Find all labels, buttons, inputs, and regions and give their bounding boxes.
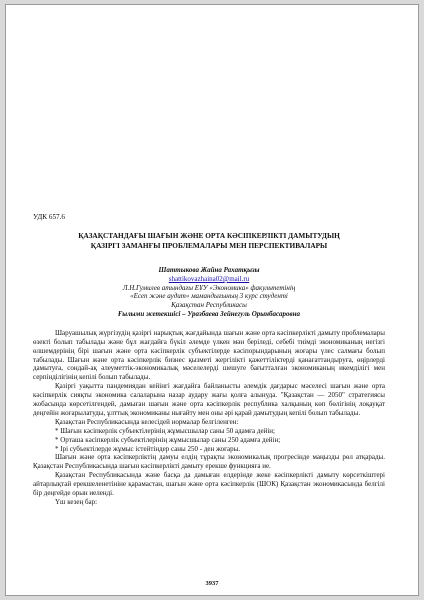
author-block bbox=[33, 266, 385, 319]
list-item: * Ірі субъектілерде жұмыс істейтіндер саны 250 - ден жоғары. bbox=[55, 444, 241, 453]
author-country: Қазақстан Республикасы bbox=[171, 301, 247, 310]
paragraph-2: Қазіргі уақытта пандемиядан кейінгі жағдайға байланысты әлемдік дағдарыс мәселесі шағын және орта кәсіпкерлік сияқты экономика салаларына назар аудару жағы қолға алынуда. "Қазақстан — 2050" стратегиясы жобасында көрсетілгендей, дамыған шағын және орта кәсіпкерлік республика халқының көп бөлігінің лоқауқат деңгейін жоғарылатуды, ұлттық экономиканы нығайту мен оны әрі қарай дамытудың кепілі болып табылады. bbox=[33, 382, 385, 417]
paragraph-3: Қазақстан Республикасында келесідей нормалар белгіленген: bbox=[55, 417, 239, 426]
page-number: 3937 bbox=[205, 580, 219, 587]
paragraph-1: Шаруашылық жүргізудің қазіргі нарықтық жағдайында шағын және орта кәсіпкерлікті дамыту проблемалары өзекті болып табылады және бұл жағдайға бүкіл әлемде үлкен мән беріледі, себебі тиімді экономиканың негізгі өлшемдерінің бірі шағын және орта кәсіпкерлік субъектілерде кәсіпорындарының жоғары үлес салмағы болып табылады. Шағын және орта кәсіпкерлік бизнес қызметі жергілікті қажеттіліктерді қанағаттандыруға, өңірлерді дамытуға, сондай-ақ әлеуметтік-экономикалық мәселелерді шешуге бағытталған экономиканың икемділігі мен серпінділігінің кепілі болып табылады. bbox=[33, 328, 385, 382]
article-title bbox=[33, 231, 385, 250]
author-course: «Есеп және аудит» мамандығының 3 курс студенті bbox=[130, 292, 288, 301]
page-content bbox=[33, 213, 385, 507]
title-line-2: ҚАЗІРГІ ЗАМАНҒЫ ПРОБЛЕМАЛАРЫ МЕН ПЕРСПЕКТИВАЛАРЫ bbox=[90, 240, 328, 250]
udk-code: УДК 657.6 bbox=[33, 213, 66, 221]
author-name: Шаттыкова Жайна Рахатқызы bbox=[158, 266, 260, 274]
list-item: * Шағын кәсіпкерлік субъектілерінің жұмысшылар саны 50 адамға дейін; bbox=[55, 426, 275, 435]
paragraph-4: Шағын және орта кәсіпкерліктің дамуы елдің тұрақты экономикалық прогресінде маңызды рөл атқарады. Қазақстан Республикасында шағын кәсіпкерлікті дамыту ерекше функцияға ие. bbox=[33, 453, 385, 471]
author-faculty: Л.Н.Гумилев атындағы ЕҰУ «Экономика» факультетінің bbox=[122, 283, 296, 292]
paragraph-5: Қазақстан Республикасында және басқа да дамыған елдерінде жеке кәсіпкерлікті дамыту көрсеткіштері айтарлықтай ерекшеленетініне қарамастан, шағын және орта кәсіпкерлік (ШОК) Қазақстан экономикасында белгілі бір деңгейде орын иеленді. bbox=[33, 471, 385, 498]
article-body bbox=[33, 329, 385, 507]
title-line-1: ҚАЗАҚСТАНДАҒЫ ШАҒЫН ЖӘНЕ ОРТА КӘСІПКЕРЛІКТІ ДАМЫТУДЫҢ bbox=[78, 231, 340, 240]
author-email-link[interactable]: shattikovazhaina02@mail.ru bbox=[168, 274, 250, 283]
list-item: * Орташа кәсіпкерлік субъектілерінің жұмысшылар саны 250 адамға дейін; bbox=[55, 435, 281, 444]
paragraph-6: Үш кезең бар: bbox=[55, 498, 98, 506]
norms-list bbox=[33, 427, 385, 454]
document-page bbox=[5, 4, 419, 596]
scientific-supervisor: Ғылыми жетекшісі – Уразбаева Зейнегуль Орынбасаровна bbox=[118, 309, 300, 318]
